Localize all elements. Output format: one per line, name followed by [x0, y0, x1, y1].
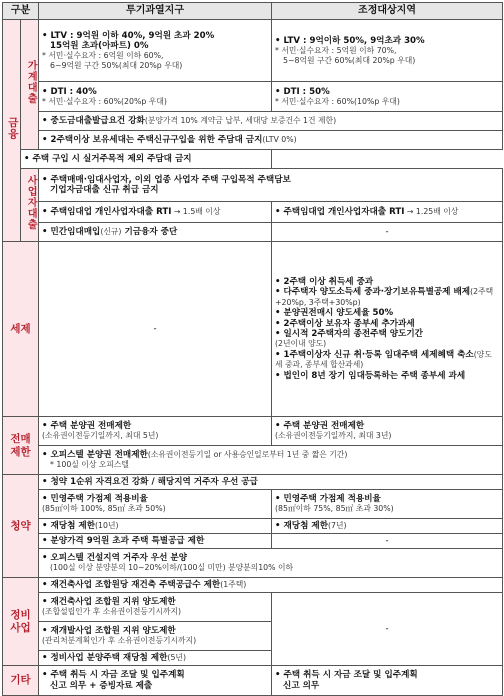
tax-row: [3, 242, 503, 417]
biz-ban-rule: • 주택매매·임대사업자, 이외 업종 사업자 주택 구입목적 주택담보 기업자금대출 신규 취급 금지: [39, 169, 503, 202]
category-redevelopment: 정비사업: [3, 578, 39, 666]
subscription-first-rule: • 청약 1순위 자격요건 강화 / 해당지역 거주자 우선 공급: [39, 475, 503, 490]
regulation-table: [2, 2, 503, 696]
category-etc: 기타: [3, 666, 39, 696]
tax-item-4: • 2주택이상 보유자 종부세 추가과세: [275, 318, 415, 329]
over9-adjustment: -: [272, 534, 503, 549]
redev-first-rule: • 재건축사업 조합원당 재건축 주택공급수 제한(1주택): [39, 578, 503, 593]
etc-speculation: • 주택 취득 시 자금 조달 및 입주계획 신고 의무 + 증빙자료 제출: [39, 666, 272, 696]
rti-speculation: • 주택임대업 개인사업자대출 RTI → 1.5배 이상: [39, 202, 272, 223]
etc-adjustment: • 주택 취득 시 자금 조달 및 입주계획 신고 의무: [272, 666, 503, 696]
multi-home-row: [3, 131, 503, 150]
private-housing-row: [3, 490, 503, 519]
recon-row: [3, 593, 503, 622]
category-finance: 금융: [3, 20, 21, 242]
private-rental-adjustment: -: [272, 223, 503, 242]
redev-first-row: [3, 578, 503, 593]
over9-speculation: • 분양가격 9억원 초과 주택 특별공급 제한: [39, 534, 272, 549]
rti-row: [3, 202, 503, 223]
tax-adjustment: [272, 242, 503, 417]
tax-item-1: • 2주택 이상 취득세 중과: [275, 276, 374, 287]
interim-loan-row: [3, 112, 503, 131]
subcategory-household-loan: 가계대출: [21, 20, 39, 150]
multi-home-rule: • 2주택이상 보유세대는 주택신규구입을 위한 주담대 금지(LTV 0%): [39, 131, 503, 150]
officetel-resale-rule: • 오피스텔 분양권 전매제한(소유권이전등기일 or 사용승인일로부터 1년 중 짧은 기간) * 100실 이상 오피스텔: [39, 446, 503, 475]
ltv-adjustment: • LTV : 9억이하 50%, 9억초과 30% * 서민·실수요자 : 5억원 이하 70%, 5~8억원 구간 60%(최대 20%p 우대): [272, 20, 503, 82]
recon-speculation: • 재건축사업 조합원 지위 양도제한 (조합설립인가 후 소유권이전등기시까지): [39, 593, 272, 622]
resale-speculation: • 주택 분양권 전매제한 (소유권이전등기일까지, 최대 5년): [39, 417, 272, 446]
rti-adjustment: • 주택임대업 개인사업자대출 RTI → 1.25배 이상: [272, 202, 503, 223]
ltv-row: [3, 20, 503, 82]
category-subscription: 청약: [3, 475, 39, 578]
officetel-subscription-rule: • 오피스텔 건설지역 거주자 우선 분양 (100실 이상 분양분의 10~20%이하/(100실 미만) 분양분의10% 이하: [39, 549, 503, 578]
biz-ban-row: [3, 169, 503, 202]
no-residence-rule: • 주택 구입 시 실거주목적 제외 주담대 금지: [21, 150, 272, 169]
subscription-first-row: [3, 475, 503, 490]
private-rental-row: [3, 223, 503, 242]
header-speculation-zone: 투기과열지구: [39, 3, 272, 20]
subcategory-business-loan: 사업자대출: [21, 169, 39, 242]
redev-adjustment: -: [272, 593, 503, 666]
tax-item-6: • 1주택이상자 신규 취·등록 임대주택 세제혜택 축소(양도세 중과, 종부세 합산과세): [275, 349, 492, 370]
tax-item-2: • 다주택자 양도소득세 중과·장기보유특별공제 배제(2주택+20%p, 3주택+30%p): [275, 287, 494, 307]
no-residence-row: [3, 150, 503, 169]
resale-row: [3, 417, 503, 446]
officetel-subscription-row: [3, 549, 503, 578]
tax-item-5: • 일시적 2주택자의 종전주택 양도기간 (2년이내 양도): [275, 329, 423, 349]
dti-row: [3, 82, 503, 112]
category-tax: 세제: [3, 242, 39, 417]
dti-adjustment: • DTI : 50% * 서민·실수요자 : 60%(10%p 우대): [272, 82, 503, 112]
category-resale: 전매제한: [3, 417, 39, 475]
dti-speculation: • DTI : 40% * 서민·실수요자 : 60%(20%p 우대): [39, 82, 272, 112]
redev-rewin-speculation: • 정비사업 분양주택 재당첨 제한(5년): [39, 651, 272, 666]
header-row: [3, 3, 503, 20]
tax-item-3: • 분양권전매시 양도세율 50%: [275, 308, 394, 319]
private-housing-speculation: • 민영주택 가점제 적용비율 (85㎡이하 100%, 85㎡ 초과 50%): [39, 490, 272, 519]
tax-speculation: -: [39, 242, 272, 417]
rewin-adjustment: • 재당첨 제한(7년): [272, 519, 503, 534]
etc-row: [3, 666, 503, 696]
ltv-speculation: • LTV : 9억원 이하 40%, 9억원 초과 20% 15억원 초과(아파트) 0% * 서민·실수요자 : 6억원 이하 60%, 6~9억원 구간 50%(최대 20%p 우대): [39, 20, 272, 82]
officetel-resale-row: [3, 446, 503, 475]
redev-speculation: • 재개발사업 조합원 지위 양도제한 (관리처분계획인가 후 소유권이전등기시까지): [39, 622, 272, 651]
rewin-speculation: • 재당첨 제한(10년): [39, 519, 272, 534]
header-category: 구분: [3, 3, 39, 20]
tax-item-7: • 법인이 8년 장기 임대등록하는 주택 종부세 과세: [275, 370, 466, 381]
over9-row: [3, 534, 503, 549]
private-housing-adjustment: • 민영주택 가점제 적용비율 (85㎡이하 75%, 85㎡ 초과 30%): [272, 490, 503, 519]
interim-loan-rule: • 중도금대출발급요건 강화(분양가격 10% 계약금 납부, 세대당 보증건수 1건 제한): [39, 112, 503, 131]
private-rental-speculation: • 민간임대매입(신규) 기금융자 중단: [39, 223, 272, 242]
header-adjustment-zone: 조정대상지역: [272, 3, 503, 20]
rewin-row: [3, 519, 503, 534]
resale-adjustment: • 주택 분양권 전매제한 (소유권이전등기일까지, 최대 3년): [272, 417, 503, 446]
